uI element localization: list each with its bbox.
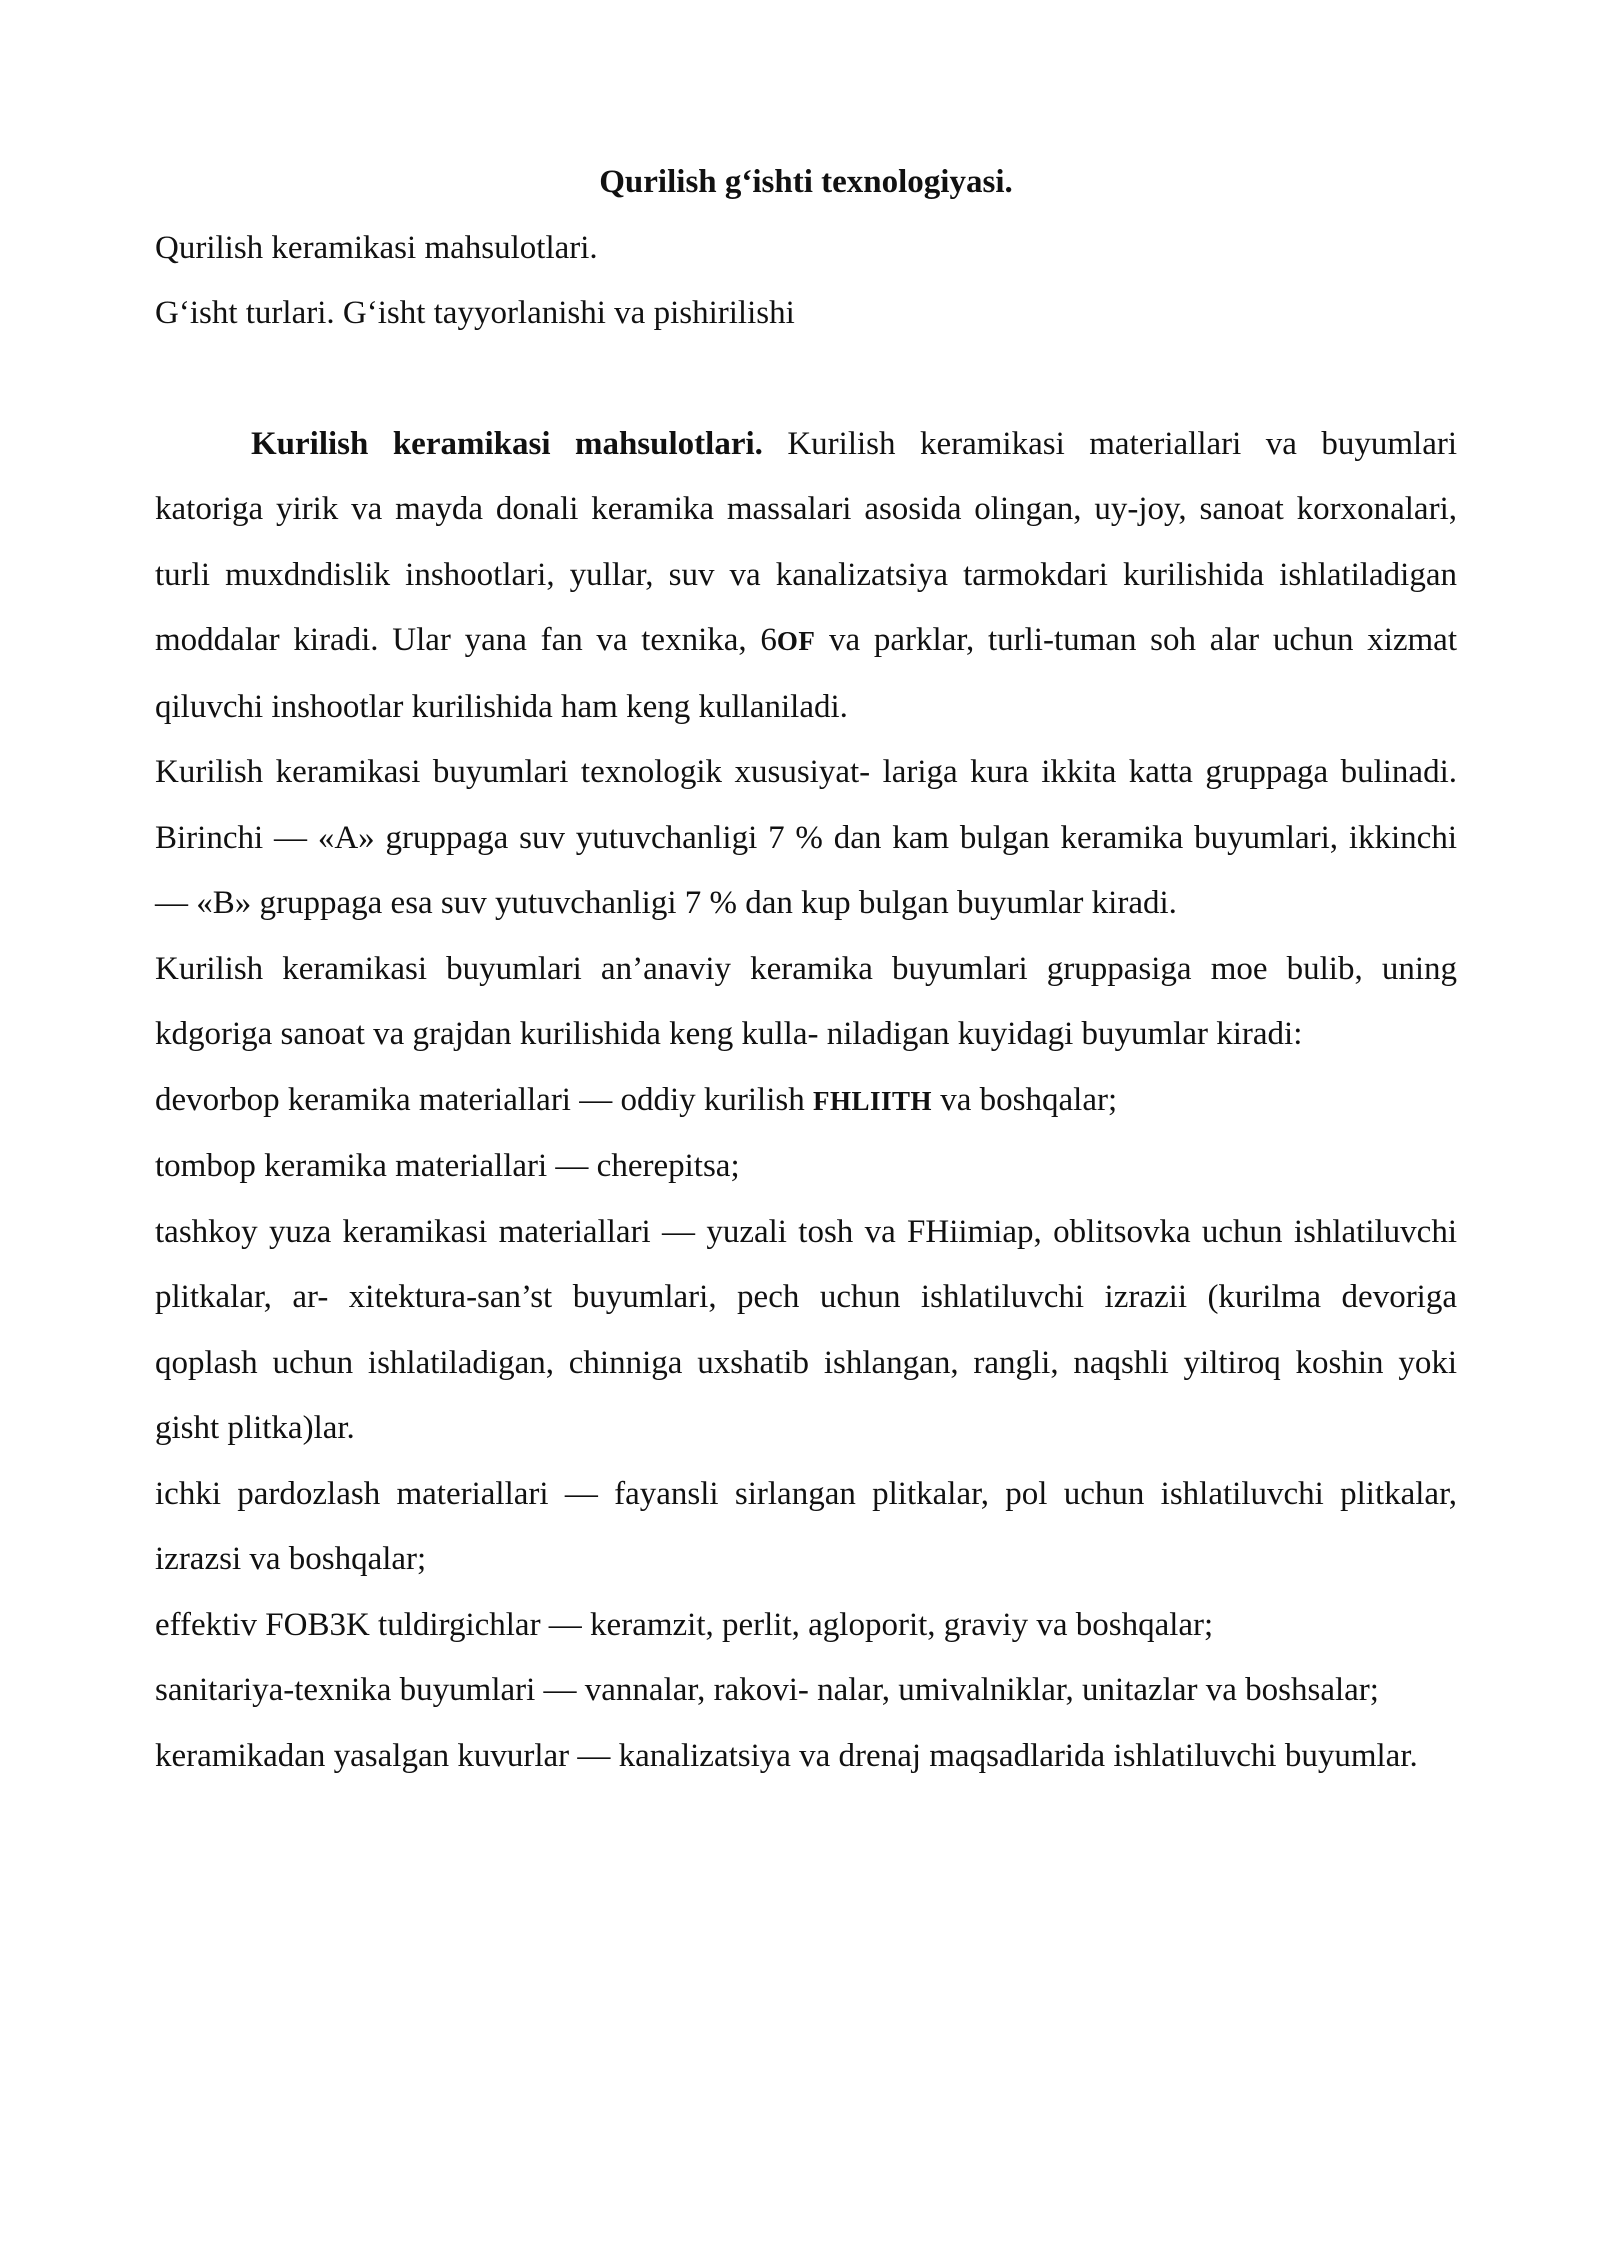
list-item-pipes: keramikadan yasalgan kuvurlar — kanalizatsiya va drenaj maqsadlarida ishlatiluvchi buyumlar. [155, 1737, 1418, 1774]
section-heading: Kurilish keramikasi mahsulotlari. [251, 425, 763, 462]
document-title: Qurilish g‘ishti texnologiyasi. [599, 164, 1013, 200]
list-item-wall-materials [155, 1068, 1457, 1135]
paragraph-traditional: Kurilish keramikasi buyumlari an’anaviy keramika buyumlari gruppasiga moe bulib, uning kdgoriga sanoat va grajdan kurilishida keng kulla- niladigan kuyidagi buyumlar kiradi: [155, 950, 1457, 1052]
blank-line [155, 347, 1457, 412]
list-item-facade-materials: tashkoy yuza keramikasi materiallari — yuzali tosh va FHiimiap, oblitsovka uchun ishlatiluvchi plitkalar, ar- xitektura-san’st buyumlari, pech uchun ishlatiluvchi izrazii (kurilma devoriga qoplash uchun ishlatiladigan, chinniga uxshatib ishlangan, rangli, naqshli yiltiroq koshin yoki gisht plitka)lar. [155, 1213, 1457, 1446]
paragraph-groups: Kurilish keramikasi buyumlari texnologik xususiyat- lariga kura ikkita katta gruppaga bulinadi. Birinchi — «A» gruppaga suv yutuvchanligi 7 % dan kam bulgan keramika buyumlari, ikkinchi — «B» gruppaga esa suv yutuvchanligi 7 % dan kup bulgan buyumlar kiradi. [155, 754, 1457, 921]
list-item-sanitary: sanitariya-texnika buyumlari — vannalar, rakovi- nalar, umivalniklar, unitazlar va boshsalar; [155, 1672, 1379, 1708]
list-item-roof-materials: tombop keramika materiallari — cherepitsa; [155, 1148, 740, 1184]
list-item-fillers: effektiv FOB3K tuldirgichlar — keramzit, perlit, agloporit, graviy va boshqalar; [155, 1606, 1214, 1643]
list-item-wall-ocr-fragment: FHLIITH [813, 1085, 933, 1116]
document-page [155, 150, 1457, 1789]
list-item-wall-end: va boshqalar; [932, 1081, 1118, 1118]
subtitle-brick-types: G‘isht turlari. G‘isht tayyorlanishi va pishirilishi [155, 295, 795, 331]
list-item-wall-text: devorbop keramika materiallari — oddiy kurilish [155, 1081, 813, 1118]
paragraph-intro-tail: va parklar, turli-tuman soh alar uchun xizmat qiluvchi inshootlar kurilishida ham keng kullaniladi. [155, 622, 1457, 725]
paragraph-intro [155, 412, 1457, 741]
list-item-interior-materials: ichki pardozlash materiallari — fayansli sirlangan plitkalar, pol uchun ishlatiluvchi plitkalar, izrazsi va boshqalar; [155, 1475, 1457, 1577]
paragraph-intro-ocr-fragment: OF [776, 626, 816, 656]
subtitle-ceramic-products: Qurilish keramikasi mahsulotlari. [155, 229, 598, 266]
paragraph-intro-text: Kurilish keramikasi materiallari va buyumlari katoriga yirik va mayda donali keramika massalari asosida olingan, uy-joy, sanoat korxonalari, turli muxdndislik inshootlari, yullar, suv va kanalizatsiya tarmokdari kurilishida ishlatiladigan moddalar kiradi. Ular yana fan va texnika, 6 [155, 425, 1458, 658]
